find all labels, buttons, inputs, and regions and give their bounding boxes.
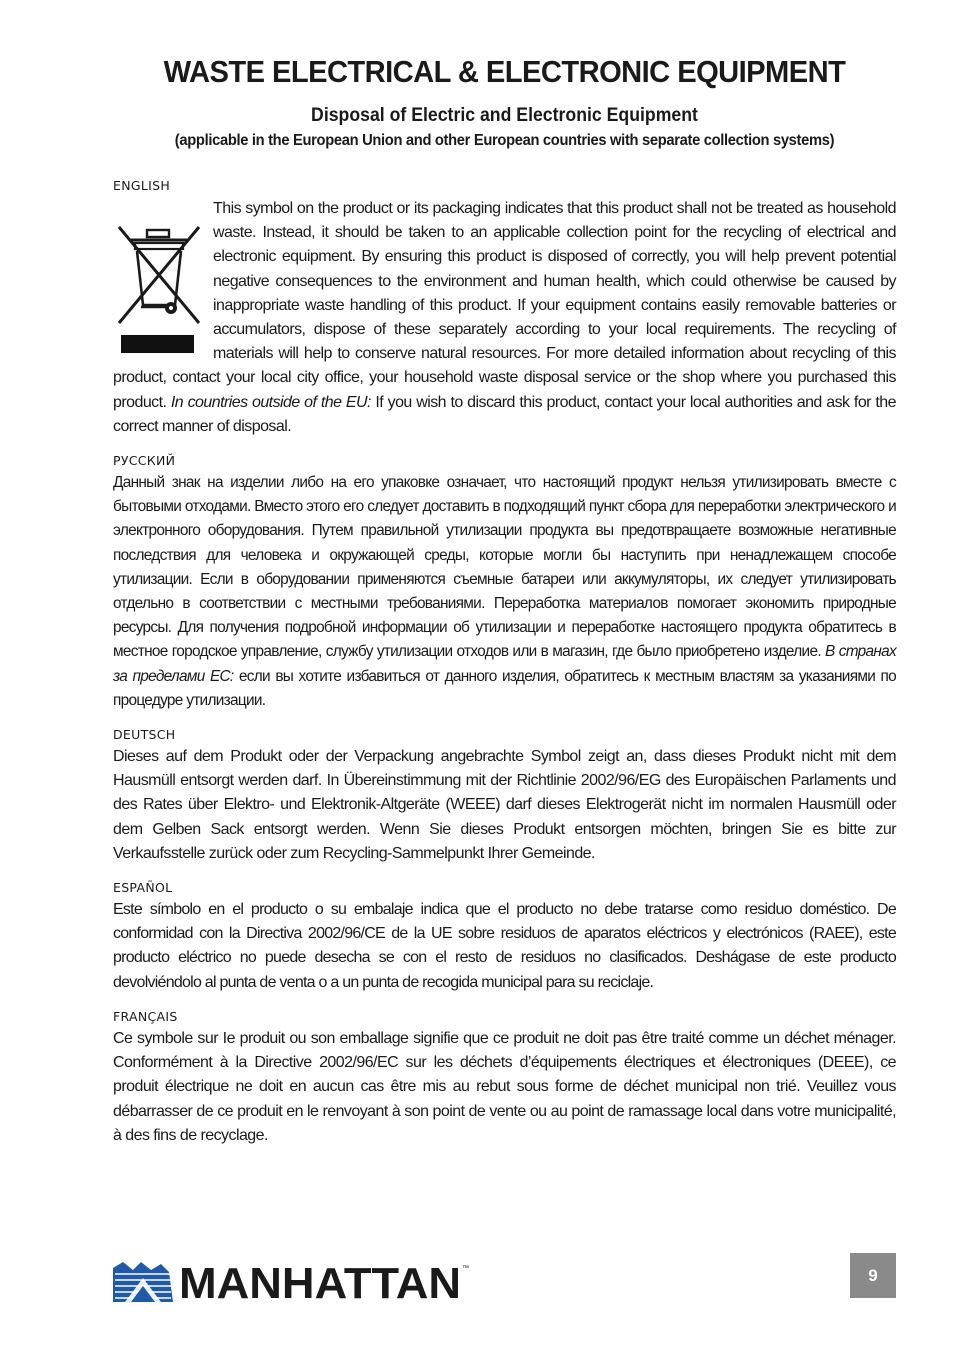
section-text-spanish: Este símbolo en el producto o su embalaje indica que el producto no debe tratarse como residuo doméstico. De conformidad con la Directiva 2002/96/CE de la UE sobre residuos de aparatos eléctricos y electrónicos (RAEE), este producto eléctrico no puede desecha se con el resto de residuos no clasificados. Deshágase de este producto devolviéndolo al punta de venta o a un punta de recogida municipal para su reciclaje. (113, 901, 896, 991)
page-number-badge: 9 (850, 1253, 896, 1298)
section-label-english: ENGLISH (113, 178, 171, 193)
manhattan-logo (113, 1258, 469, 1302)
page-title: WASTE ELECTRICAL & ELECTRONIC EQUIPMENT (163, 54, 846, 89)
trademark-mark: ™ (462, 1265, 469, 1272)
brand-wordmark: MANHATTAN (179, 1259, 461, 1302)
document-page (113, 50, 896, 1148)
section-text-german: Dieses auf dem Produkt oder der Verpackung angebrachte Symbol zeigt an, dass dieses Produkt nicht mit dem Hausmüll entsorgt werden darf. In Übereinstimmung mit der Richtlinie 2002/96/EG des Europäischen Parlaments und des Rates über Elektro- und Elektronik-Altgeräte (WEEE) darf dieses Elektrogerät nicht im normalen Hausmüll oder dem Gelben Sack entsorgt werden. Wenn Sie dieses Produkt entsorgen möchten, bringen Sie es bitte zur Verkaufsstelle zurück oder zum Recycling-Sammelpunkt Ihrer Gemeinde. (113, 748, 896, 862)
section-text-english: This symbol on the product or its packaging indicates that this product shall not be treated as household waste. Instead, it should be taken to an applicable collection point for the recycling of electrical and electronic equipment. By ensuring this product is disposed of correctly, you will help prevent potential negative consequences to the environment and human health, which could otherwise be caused by inappropriate waste handling of this product. If your equipment contains easily removable batteries or accumulators, dispose of these separately according to your local requirements. The recycling of materials will help to conserve natural resources. For more detailed information about recycling of this product, contact your local city office, your household waste disposal service or the shop where you purchased this product. In countries outside of the EU: If you wish to discard this product, contact your local authorities and ask for the correct manner of disposal. (113, 200, 896, 435)
weee-bin-icon (113, 223, 205, 357)
section-label-spanish: ESPAÑOL (113, 880, 173, 896)
page-subtitle: Disposal of Electric and Electronic Equipment (311, 105, 698, 126)
manhattan-skyline-icon (113, 1262, 173, 1302)
section-label-russian: РУССКИЙ (113, 453, 176, 469)
applicability-note: (applicable in the European Union and other European countries with separate collection systems) (174, 132, 835, 149)
section-text-russian: Данный знак на изделии либо на его упаковке означает, что настоящий продукт нельзя утилизировать вместе с бытовыми отходами. Вместо этого его следует доставить в подходящий пункт сбора для переработки электрического и электронного оборудования. Путем правильной утилизации продукта вы предотвращаете возможные негативные последствия для человека и окружающей среды, которые могли бы наступить при ненадлежащем способе утилизации. Если в оборудовании применяются съемные батареи или аккумуляторы, их следует утилизировать отдельно в соответствии с местными требованиями. Переработка материалов помогает экономить природные ресурсы. Для получения подробной информации об утилизации и переработке настоящего продукта обратитесь в местное городское управление, службу утилизации отходов или в магазин, где было приобретено изделие. В странах за пределами ЕС: если вы хотите избавиться от данного изделия, обратитесь к местным властям за указаниями по процедуре утилизации. (113, 474, 896, 709)
section-label-german: DEUTSCH (113, 727, 176, 743)
section-text-french: Ce symbole sur Ie produit ou son emballage signifie que ce produit ne doit pas être traité comme un déchet ménager. Conformément à la Directive 2002/96/EC sur les déchets d’équipements électriques et électroniques (DEEE), ce produit électrique ne doit en aucun cas être mis au rebut sous forme de déchet municipal non trié. Veuillez vous débarrasser de ce produit en le renvoyant à son point de vente ou au point de ramassage local dans votre municipalité, à des fins de recyclage. (113, 1029, 896, 1144)
section-label-french: FRANÇAIS (113, 1008, 178, 1024)
